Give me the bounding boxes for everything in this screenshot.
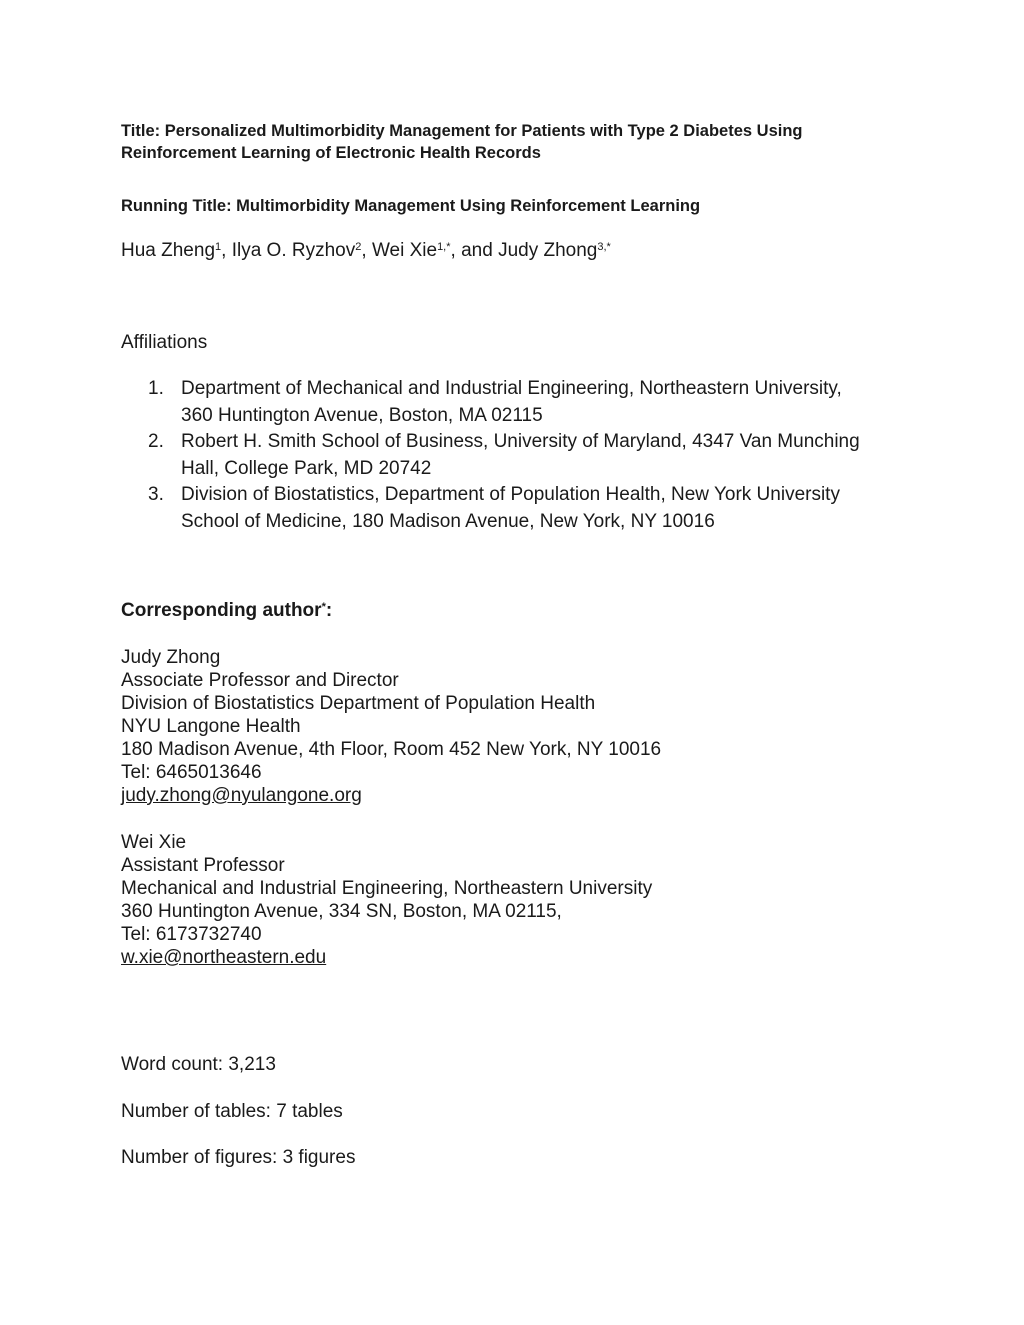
affiliation-item [148,429,918,482]
author-name: Ilya O. Ryzhov [231,240,356,261]
affiliation-line: Hall, College Park, MD 20742 [181,457,432,479]
author-name: Wei Xie [371,240,438,261]
affiliation-item [148,482,918,535]
affiliations-heading: Affiliations [121,332,208,353]
corresponding-author-heading [121,599,332,623]
contact-position: Assistant Professor [121,855,285,876]
contact-department: Mechanical and Industrial Engineering, Northeastern University [121,878,653,899]
author-name: Judy Zhong [498,240,598,261]
affiliation-line: School of Medicine, 180 Madison Avenue, New York, NY 10016 [181,510,715,532]
word-count: Word count: 3,213 [121,1054,276,1075]
figure-count: Number of figures: 3 figures [121,1147,356,1168]
contact-name: Judy Zhong [121,647,221,668]
author-list [121,238,921,264]
contact-department: Division of Biostatistics Department of Population Health [121,693,596,714]
affiliation-number: 1. [148,378,164,399]
affiliation-item [148,376,918,429]
affiliation-text [181,429,918,482]
author-affiliation-mark: 1 [215,241,222,253]
paper-title-line: Reinforcement Learning of Electronic Health Records [121,144,541,162]
paper-title-line: Title: Personalized Multimorbidity Management for Patients with Type 2 Diabetes Using [121,122,803,140]
corresponding-author-label: Corresponding author [121,600,322,621]
affiliation-line: Division of Biostatistics, Department of Population Health, New York University [181,484,840,505]
contact-block-xie [121,831,921,969]
affiliation-number: 3. [148,484,164,505]
contact-organization: NYU Langone Health [121,716,301,737]
author-separator: , and [450,240,499,261]
contact-email-link[interactable]: w.xie@northeastern.edu [121,947,327,968]
running-title: Running Title: Multimorbidity Management Using Reinforcement Learning [121,197,701,215]
affiliation-line: Robert H. Smith School of Business, University of Maryland, 4347 Van Munching [181,431,860,452]
contact-email-link[interactable]: judy.zhong@nyulangone.org [121,785,362,806]
affiliation-number: 2. [148,431,164,452]
author-affiliation-mark: 2 [355,241,362,253]
contact-phone: Tel: 6173732740 [121,924,262,945]
contact-block-zhong [121,646,921,807]
affiliation-line: 360 Huntington Avenue, Boston, MA 02115 [181,404,543,426]
corresponding-author-colon: : [325,600,333,621]
contact-position: Associate Professor and Director [121,670,399,691]
author-affiliation-mark: 3,* [597,241,611,253]
author-affiliation-mark: 1,* [437,241,451,253]
author-separator: , [221,240,232,261]
table-count: Number of tables: 7 tables [121,1101,343,1122]
paper-title [121,120,921,164]
affiliation-text [181,376,918,429]
affiliation-text [181,482,918,535]
contact-address: 180 Madison Avenue, 4th Floor, Room 452 New York, NY 10016 [121,739,662,760]
affiliation-line: Department of Mechanical and Industrial Engineering, Northeastern University, [181,378,842,399]
contact-name: Wei Xie [121,832,187,853]
contact-phone: Tel: 6465013646 [121,762,262,783]
corresponding-author-mark: * [321,601,326,613]
author-separator: , [361,240,372,261]
author-name: Hua Zheng [121,240,216,261]
contact-address: 360 Huntington Avenue, 334 SN, Boston, MA 02115, [121,901,562,922]
affiliations-list [148,376,918,535]
